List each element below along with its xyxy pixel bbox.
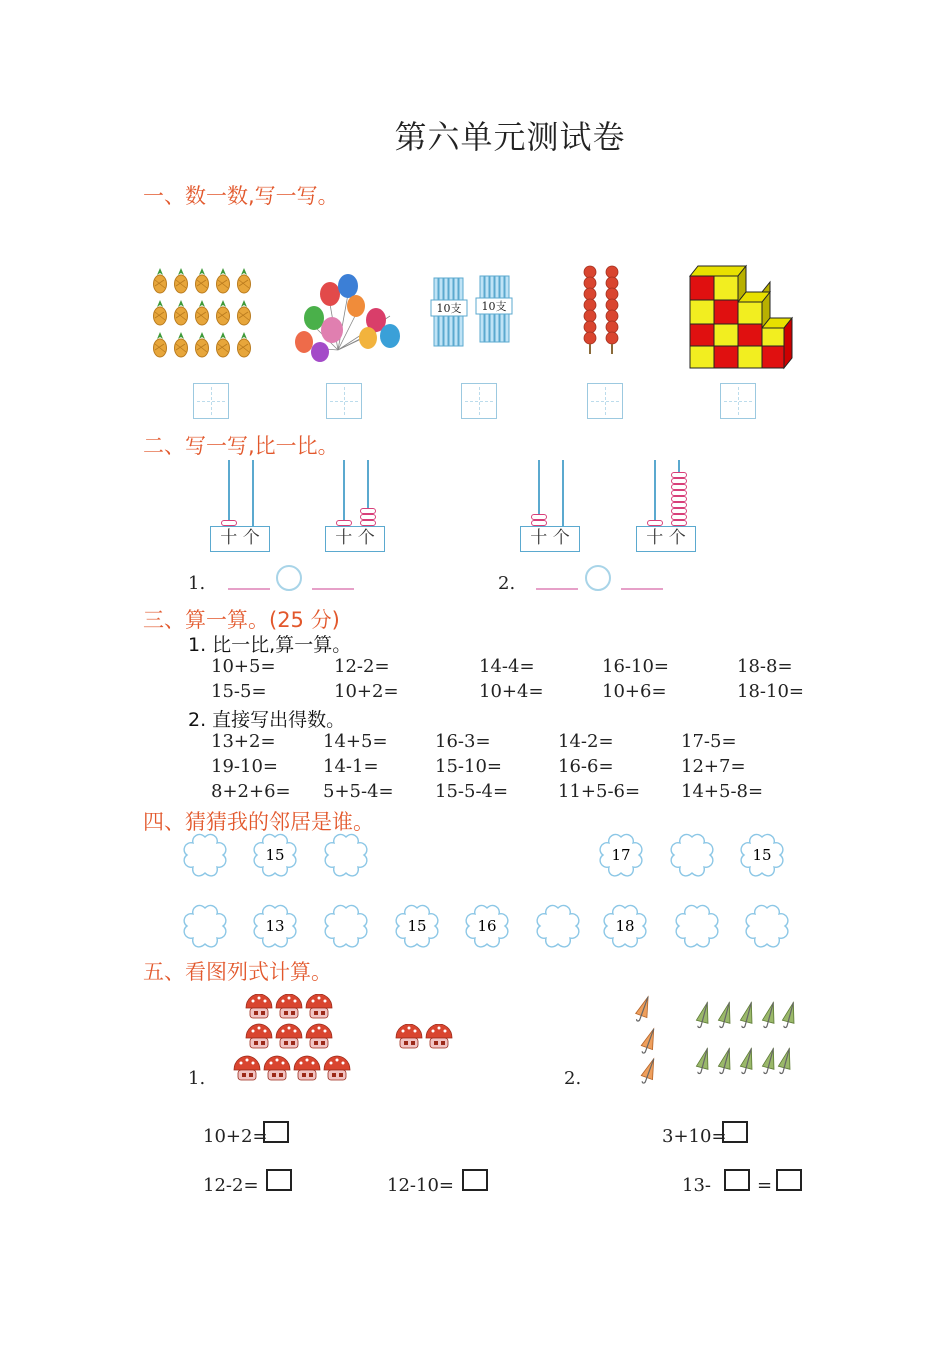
section-1-heading: 一、数一数,写一写。 [143, 184, 339, 208]
neighbor-flower[interactable] [183, 833, 229, 879]
neighbor-flower [395, 904, 441, 950]
abacus-rod-ones [252, 460, 254, 526]
equation: 14+5-8= [681, 781, 764, 802]
equation: 18-10= [737, 681, 804, 702]
pencil-bundle-label-2: 10支 [481, 300, 507, 313]
equation: 15-10= [435, 756, 502, 777]
equation: 10+5= [211, 656, 276, 677]
bead [671, 508, 687, 514]
neighbor-flower [253, 833, 299, 879]
abacus-1b [325, 460, 387, 555]
bead [671, 490, 687, 496]
neighbor-flower[interactable] [745, 904, 791, 950]
neighbor-flower [603, 904, 649, 950]
equation-5-1a: 10+2= [203, 1126, 268, 1147]
abacus-2b [636, 460, 698, 555]
section-5-heading: 五、看图列式计算。 [143, 960, 332, 984]
equation: 5+5-4= [323, 781, 394, 802]
equation: 14-4= [479, 656, 535, 677]
neighbor-flower[interactable] [675, 904, 721, 950]
equation: 15-5-4= [435, 781, 509, 802]
answer-box[interactable] [462, 1169, 488, 1191]
equation: 14-1= [323, 756, 379, 777]
neighbor-flower[interactable] [183, 904, 229, 950]
equation: 14+5= [323, 731, 388, 752]
bead [671, 514, 687, 520]
svg-text:15: 15 [407, 917, 427, 935]
neighbor-flower [465, 904, 511, 950]
mushroom-houses-picture [230, 994, 354, 1090]
answer-box-haws[interactable] [587, 383, 623, 419]
umbrellas-orange-picture [630, 994, 666, 1088]
answer-box-balloons[interactable] [326, 383, 362, 419]
bead [671, 484, 687, 490]
equation: 19-10= [211, 756, 278, 777]
equals-sign: = [757, 1175, 773, 1196]
compare-1-left-blank[interactable] [228, 588, 270, 590]
problem-5-1-number: 1. [188, 1068, 206, 1089]
neighbor-flower[interactable] [324, 904, 370, 950]
bead [671, 472, 687, 478]
neighbor-flower[interactable] [536, 904, 582, 950]
answer-box[interactable] [263, 1121, 289, 1143]
answer-box-pencils[interactable] [461, 383, 497, 419]
neighbor-flower[interactable] [324, 833, 370, 879]
abacus-base: 十 个 [210, 526, 270, 552]
compare-2-left-blank[interactable] [536, 588, 578, 590]
abacus-rod-tens [654, 460, 656, 526]
abacus-1a [210, 460, 272, 555]
equation: 10+6= [602, 681, 667, 702]
neighbor-flower [253, 904, 299, 950]
page-title: 第六单元测试卷 [394, 118, 626, 156]
pineapples-picture [152, 268, 264, 364]
compare-1-right-blank[interactable] [312, 588, 354, 590]
answer-box[interactable] [776, 1169, 802, 1191]
equation: 16-3= [435, 731, 491, 752]
equation: 16-6= [558, 756, 614, 777]
section-4-heading: 四、猜猜我的邻居是谁。 [143, 810, 374, 834]
neighbor-flower[interactable] [670, 833, 716, 879]
mushroom-houses-extra [394, 1024, 456, 1054]
abacus-base: 十 个 [636, 526, 696, 552]
subsection-3-2: 2. 直接写出得数。 [188, 709, 346, 731]
compare-item-2-number: 2. [498, 573, 516, 594]
bead [671, 502, 687, 508]
subsection-3-1: 1. 比一比,算一算。 [188, 634, 352, 656]
equation-5-1c: 12-10= [387, 1175, 454, 1196]
pencil-bundle-label-1: 10支 [436, 302, 462, 315]
answer-box-cubes[interactable] [720, 383, 756, 419]
compare-2-right-blank[interactable] [621, 588, 663, 590]
abacus-rod-tens [228, 460, 230, 526]
bead [671, 496, 687, 502]
svg-text:17: 17 [611, 846, 631, 864]
neighbor-flower [740, 833, 786, 879]
equation: 12+7= [681, 756, 746, 777]
equation: 12-2= [334, 656, 390, 677]
equation: 14-2= [558, 731, 614, 752]
abacus-rod-tens [343, 460, 345, 526]
svg-text:15: 15 [752, 846, 772, 864]
abacus-base: 十 个 [325, 526, 385, 552]
abacus-base: 十 个 [520, 526, 580, 552]
problem-5-2-number: 2. [564, 1068, 582, 1089]
umbrellas-green-picture [694, 1000, 804, 1084]
equation: 18-8= [737, 656, 793, 677]
equation-5-2b: 13- [682, 1175, 711, 1196]
balloons-picture [290, 272, 405, 364]
bead [671, 478, 687, 484]
neighbor-flower [599, 833, 645, 879]
svg-text:13: 13 [265, 917, 285, 935]
answer-box-pineapples[interactable] [193, 383, 229, 419]
compare-item-1-number: 1. [188, 573, 206, 594]
candied-haws-picture [578, 264, 626, 356]
equation: 11+5-6= [558, 781, 641, 802]
abacus-rod-ones [562, 460, 564, 526]
abacus-2a [520, 460, 582, 555]
bead [360, 508, 376, 514]
equation: 17-5= [681, 731, 737, 752]
equation: 8+2+6= [211, 781, 291, 802]
equation: 16-10= [602, 656, 669, 677]
bead [360, 514, 376, 520]
equation: 10+4= [479, 681, 544, 702]
section-3-heading: 三、算一算。(25 分) [143, 608, 340, 632]
pencil-bundles-picture [430, 270, 520, 350]
compare-2-sign-circle[interactable] [585, 565, 611, 591]
equation-5-1b: 12-2= [203, 1175, 259, 1196]
compare-1-sign-circle[interactable] [276, 565, 302, 591]
svg-text:18: 18 [615, 917, 635, 935]
equation: 10+2= [334, 681, 399, 702]
svg-text:16: 16 [477, 917, 497, 935]
equation: 13+2= [211, 731, 276, 752]
answer-box[interactable] [724, 1169, 750, 1191]
cubes-picture [688, 262, 798, 370]
equation-5-2a: 3+10= [662, 1126, 727, 1147]
section-2-heading: 二、写一写,比一比。 [143, 434, 339, 458]
bead [531, 514, 547, 520]
equation: 15-5= [211, 681, 267, 702]
answer-box[interactable] [722, 1121, 748, 1143]
svg-text:15: 15 [265, 846, 285, 864]
answer-box[interactable] [266, 1169, 292, 1191]
